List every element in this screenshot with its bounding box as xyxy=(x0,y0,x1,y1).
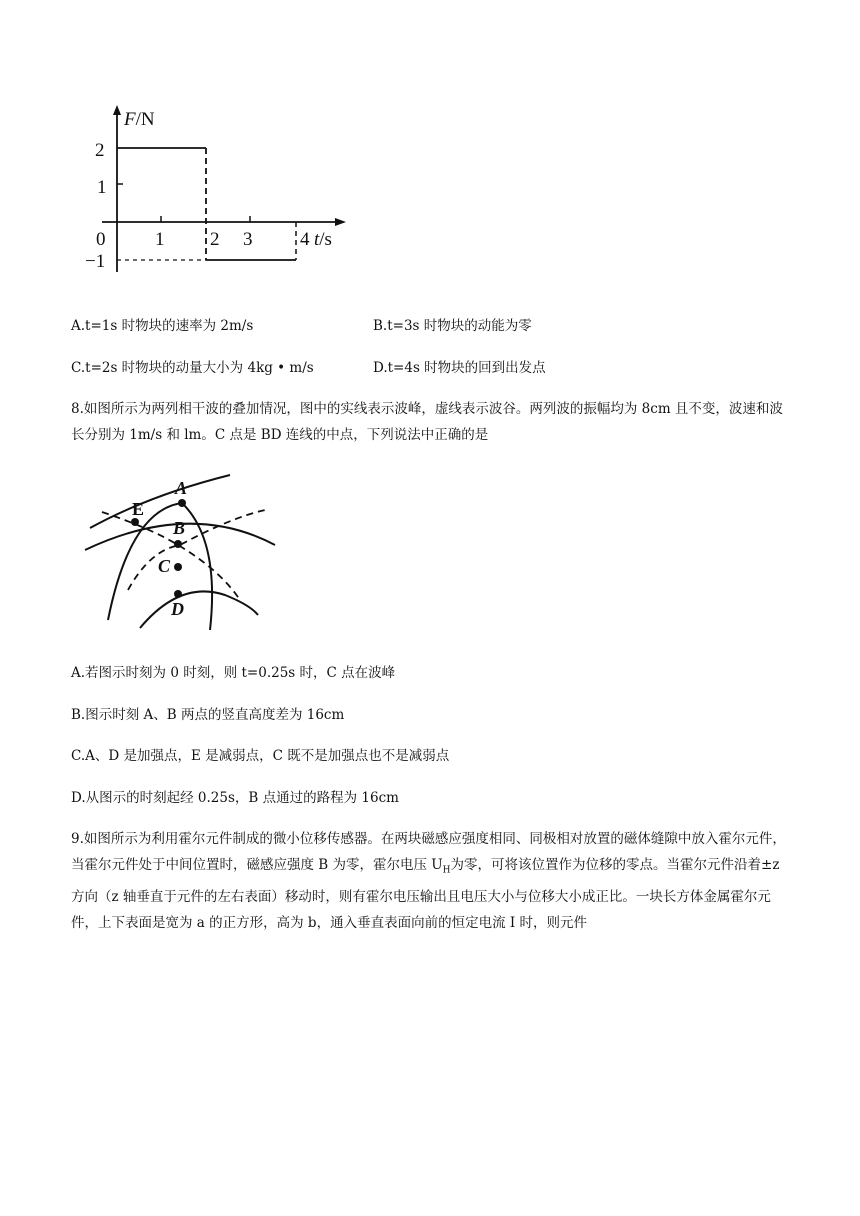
point-c-dot xyxy=(174,563,182,571)
q9-subscript: H xyxy=(442,865,451,876)
q8-option-a: A.若图示时刻为 0 时刻，则 t=0.25s 时，C 点在波峰 xyxy=(71,665,396,681)
q7-option-c: C.t=2s 时物块的动量大小为 4kg • m/s xyxy=(71,360,314,376)
q7-option-d: D.t=4s 时物块的回到出发点 xyxy=(373,360,546,376)
x-tick-1: 1 xyxy=(155,229,165,250)
force-time-graph xyxy=(80,100,360,290)
crest-line xyxy=(182,503,212,630)
x-tick-2: 2 xyxy=(210,229,220,250)
q9-stem-part1: 9.如图所示为利用霍尔元件制成的微小位移传感器。在两块磁感应强度相同、同极相对放置的磁体缝隙中放入霍尔元件，当霍尔元件处于中间位置时，磁感应强度 B 为零，霍尔电压 U xyxy=(71,831,786,873)
q9-stem xyxy=(71,826,796,936)
point-e-dot xyxy=(131,518,139,526)
q9-stem-part2: 为零，可将该位置作为位移的零点。当霍尔元件沿着±z 方向（z 轴垂直于元件的左右表面）移动时，则有霍尔电压输出且电压大小与位移大小成正比。一块长方体金属霍尔元件，上下表面是宽为 a 的正方形，高为 b，通入垂直表面向前的恒定电流 I 时，则元件 xyxy=(71,857,780,931)
label-a: A xyxy=(175,478,188,498)
y-axis-arrow xyxy=(113,105,121,115)
point-a-dot xyxy=(178,499,186,507)
q8-option-d: D.从图示的时刻起经 0.25s，B 点通过的路程为 16cm xyxy=(71,790,399,806)
q8-stem: 8.如图所示为两列相干波的叠加情况，图中的实线表示波峰，虚线表示波谷。两列波的振幅均为 8cm 且不变，波速和波长分别为 1m/s 和 lm。C 点是 BD 连线的中点，下列说法中正确的是 xyxy=(71,401,783,443)
crest-line xyxy=(90,475,230,528)
q7-option-b: B.t=3s 时物块的动能为零 xyxy=(373,318,532,334)
x-axis-arrow xyxy=(335,218,346,226)
label-d: D xyxy=(171,599,184,619)
label-b: B xyxy=(173,518,186,538)
label-c: C xyxy=(158,556,171,576)
q8-option-b: B.图示时刻 A、B 两点的竖直高度差为 16cm xyxy=(71,707,345,723)
y-tick-1: 1 xyxy=(97,177,107,198)
y-axis-label: F/N xyxy=(124,109,155,130)
y-tick-minus1: −1 xyxy=(85,251,106,272)
q7-option-a: A.t=1s 时物块的速率为 2m/s xyxy=(71,318,254,334)
q8-option-c: C.A、D 是加强点，E 是减弱点，C 既不是加强点也不是减弱点 xyxy=(71,748,450,764)
point-d-dot xyxy=(174,590,182,598)
x-axis-label: t/s xyxy=(314,229,332,250)
y-tick-2: 2 xyxy=(95,140,105,161)
crest-line xyxy=(140,591,258,628)
wave-interference-figure xyxy=(80,470,290,635)
x-tick-3: 3 xyxy=(243,229,253,250)
x-tick-4: 4 xyxy=(300,229,310,250)
point-b-dot xyxy=(174,540,182,548)
label-e: E xyxy=(132,499,145,519)
x-tick-0: 0 xyxy=(96,229,106,250)
